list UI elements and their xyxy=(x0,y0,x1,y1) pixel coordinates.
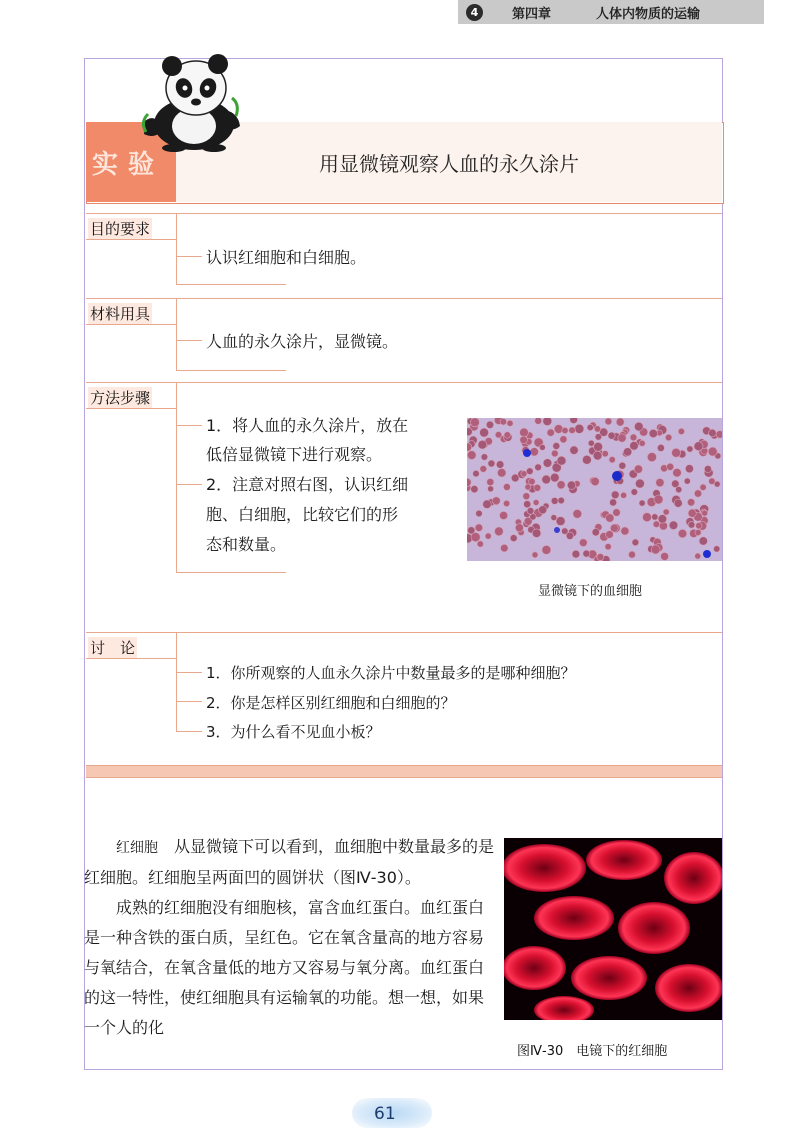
red-blood-cells-electron-image xyxy=(504,838,722,1020)
section-divider xyxy=(86,213,722,214)
section-bracket-tick xyxy=(176,731,202,732)
step2-line3: 态和数量。 xyxy=(206,535,287,554)
section-end-band xyxy=(86,765,722,778)
experiment-badge-label: 实验 xyxy=(92,150,165,180)
section-divider xyxy=(86,298,722,299)
step1-line1: 1．将人血的永久涂片，放在 xyxy=(206,416,409,435)
chapter-title: 人体内物质的运输 xyxy=(596,7,701,22)
page-number: 61 xyxy=(374,1104,396,1124)
section-bracket xyxy=(176,239,177,285)
section-bracket-tick xyxy=(176,425,202,426)
discussion-question-3: 3．为什么看不见血小板？ xyxy=(206,723,381,741)
step2-line1: 2．注意对照右图，认识红细 xyxy=(206,475,409,494)
section-bracket xyxy=(176,324,177,370)
section-bracket-tick xyxy=(176,484,202,485)
chapter-number-badge: 4 xyxy=(466,4,483,21)
section-bracket xyxy=(176,408,177,572)
section-bracket-tick xyxy=(176,340,202,341)
materials-text: 人血的永久涂片，显微镜。 xyxy=(206,332,399,351)
materials-section-label: 材料用具 xyxy=(90,305,151,323)
purpose-section-label: 目的要求 xyxy=(90,220,151,238)
discussion-section-label: 讨 论 xyxy=(90,639,136,657)
purpose-text: 认识红细胞和白细胞。 xyxy=(206,248,367,267)
section-bracket-tick xyxy=(176,256,202,257)
term-red-blood-cell: 红细胞 xyxy=(116,840,158,856)
section-bracket-foot xyxy=(176,370,286,371)
step2-line2: 胞、白细胞，比较它们的形 xyxy=(206,505,399,524)
microscope-image-caption: 显微镜下的血细胞 xyxy=(538,584,643,599)
step1-line2: 低倍显微镜下进行观察。 xyxy=(206,445,383,464)
section-divider xyxy=(86,382,722,383)
rbc-figure-caption: 图Ⅳ-30 电镜下的红细胞 xyxy=(517,1044,668,1059)
discussion-question-2: 2．你是怎样区别红细胞和白细胞的？ xyxy=(206,694,456,712)
blood-cells-microscope-image xyxy=(467,418,722,561)
body-text xyxy=(84,832,494,1043)
section-bracket-foot xyxy=(176,572,286,573)
section-bracket-tick xyxy=(176,672,202,673)
paragraph-1 xyxy=(84,832,494,893)
discussion-question-1: 1．你所观察的人血永久涂片中数量最多的是哪种细胞？ xyxy=(206,664,576,682)
chapter-label: 第四章 xyxy=(512,7,552,22)
paragraph-2: 成熟的红细胞没有细胞核，富含血红蛋白。血红蛋白是一种含铁的蛋白质，呈红色。它在氧含量高的地方容易与氧结合，在氧含量低的地方又容易与氧分离。血红蛋白的这一特性，使红细胞具有运输氧的功能。想一想，如果一个人的化 xyxy=(84,898,485,1037)
steps-section-label: 方法步骤 xyxy=(90,389,151,407)
section-bracket xyxy=(176,658,177,732)
section-bracket-foot xyxy=(176,284,286,285)
panda-mascot-icon xyxy=(134,52,250,152)
paragraph-1-text: 从显微镜下可以看到，血细胞中数量最多的是红细胞。红细胞呈两面凹的圆饼状（图Ⅳ-30）。 xyxy=(84,837,495,887)
section-bracket-tick xyxy=(176,701,202,702)
experiment-title: 用显微镜观察人血的永久涂片 xyxy=(319,152,579,176)
section-divider xyxy=(86,632,722,633)
